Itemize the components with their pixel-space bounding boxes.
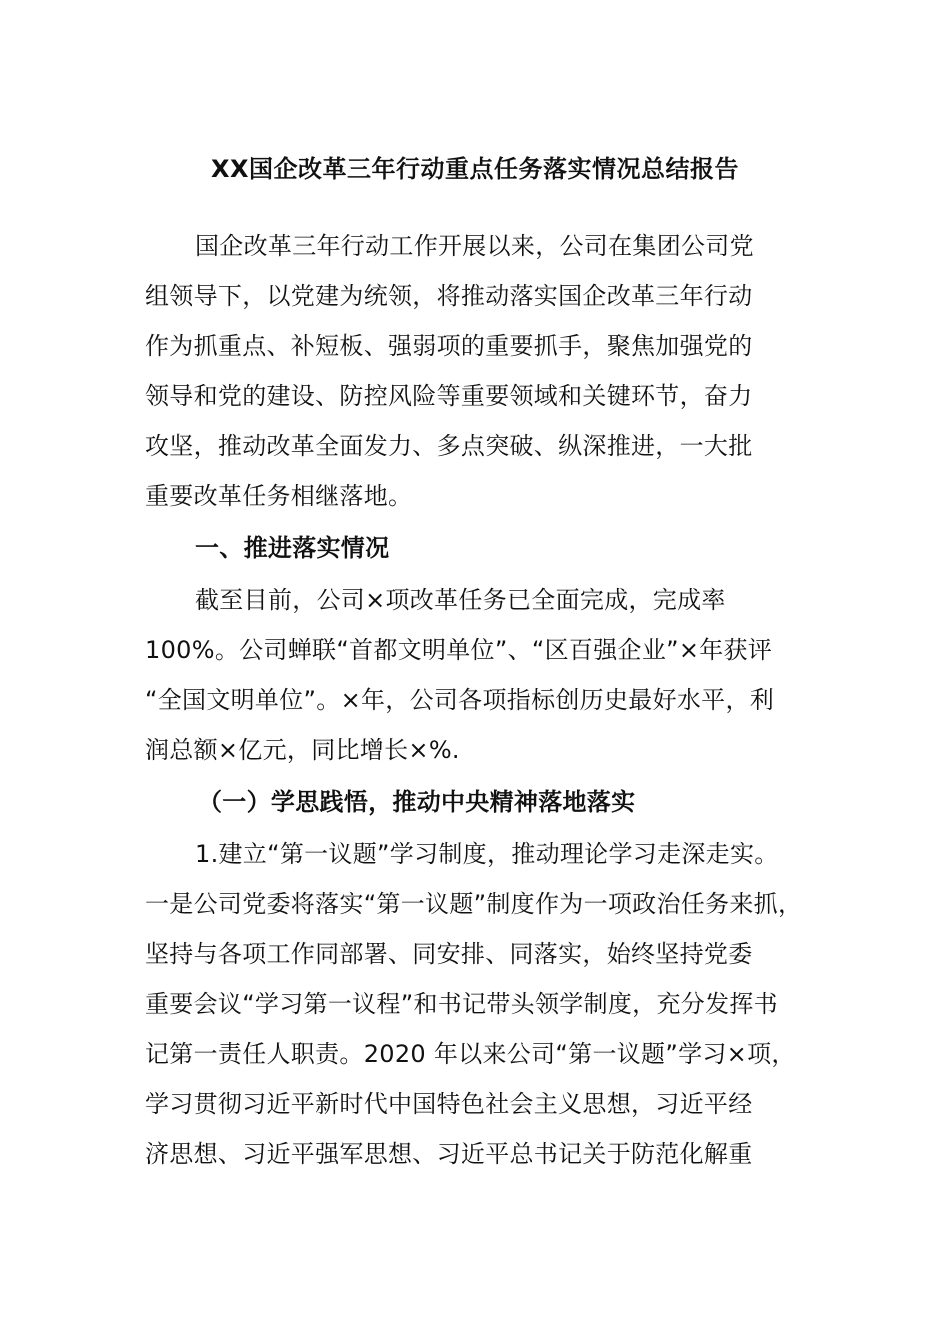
- paragraph-line: 截至目前，公司×项改革任务已全面完成，完成率: [195, 586, 726, 614]
- paragraph-line: 组领导下，以党建为统领，将推动落实国企改革三年行动: [145, 282, 753, 310]
- paragraph-line: 作为抓重点、补短板、强弱项的重要抓手，聚焦加强党的: [145, 332, 753, 360]
- paragraph-line: “全国文明单位”。×年，公司各项指标创历史最好水平，利: [145, 686, 775, 714]
- paragraph-line: 记第一责任人职责。2020 年以来公司“第一议题”学习×项，: [145, 1040, 796, 1068]
- section-heading: 一、推进落实情况: [195, 534, 390, 562]
- paragraph-line: 坚持与各项工作同部署、同安排、同落实，始终坚持党委: [145, 940, 753, 968]
- paragraph-line: 1.建立“第一议题”学习制度，推动理论学习走深走实。: [195, 840, 779, 868]
- paragraph-line: 100%。公司蝉联“首都文明单位”、“区百强企业”×年获评: [145, 636, 773, 664]
- paragraph-line: 润总额×亿元，同比增长×%.: [145, 736, 460, 764]
- paragraph-line: 国企改革三年行动工作开展以来，公司在集团公司党: [195, 232, 754, 260]
- paragraph-line: 领导和党的建设、防控风险等重要领域和关键环节，奋力: [145, 382, 753, 410]
- paragraph-line: 学习贯彻习近平新时代中国特色社会主义思想，习近平经: [145, 1090, 753, 1118]
- document-title: XX国企改革三年行动重点任务落实情况总结报告: [210, 155, 739, 183]
- paragraph-line: 一是公司党委将落实“第一议题”制度作为一项政治任务来抓，: [145, 890, 803, 918]
- paragraph-line: 济思想、习近平强军思想、习近平总书记关于防范化解重: [145, 1140, 753, 1168]
- paragraph-line: 攻坚，推动改革全面发力、多点突破、纵深推进，一大批: [145, 432, 753, 460]
- paragraph-line: 重要改革任务相继落地。: [145, 482, 413, 510]
- subsection-heading: （一）学思践悟，推动中央精神落地落实: [198, 788, 636, 816]
- paragraph-line: 重要会议“学习第一议程”和书记带头领学制度，充分发挥书: [145, 990, 778, 1018]
